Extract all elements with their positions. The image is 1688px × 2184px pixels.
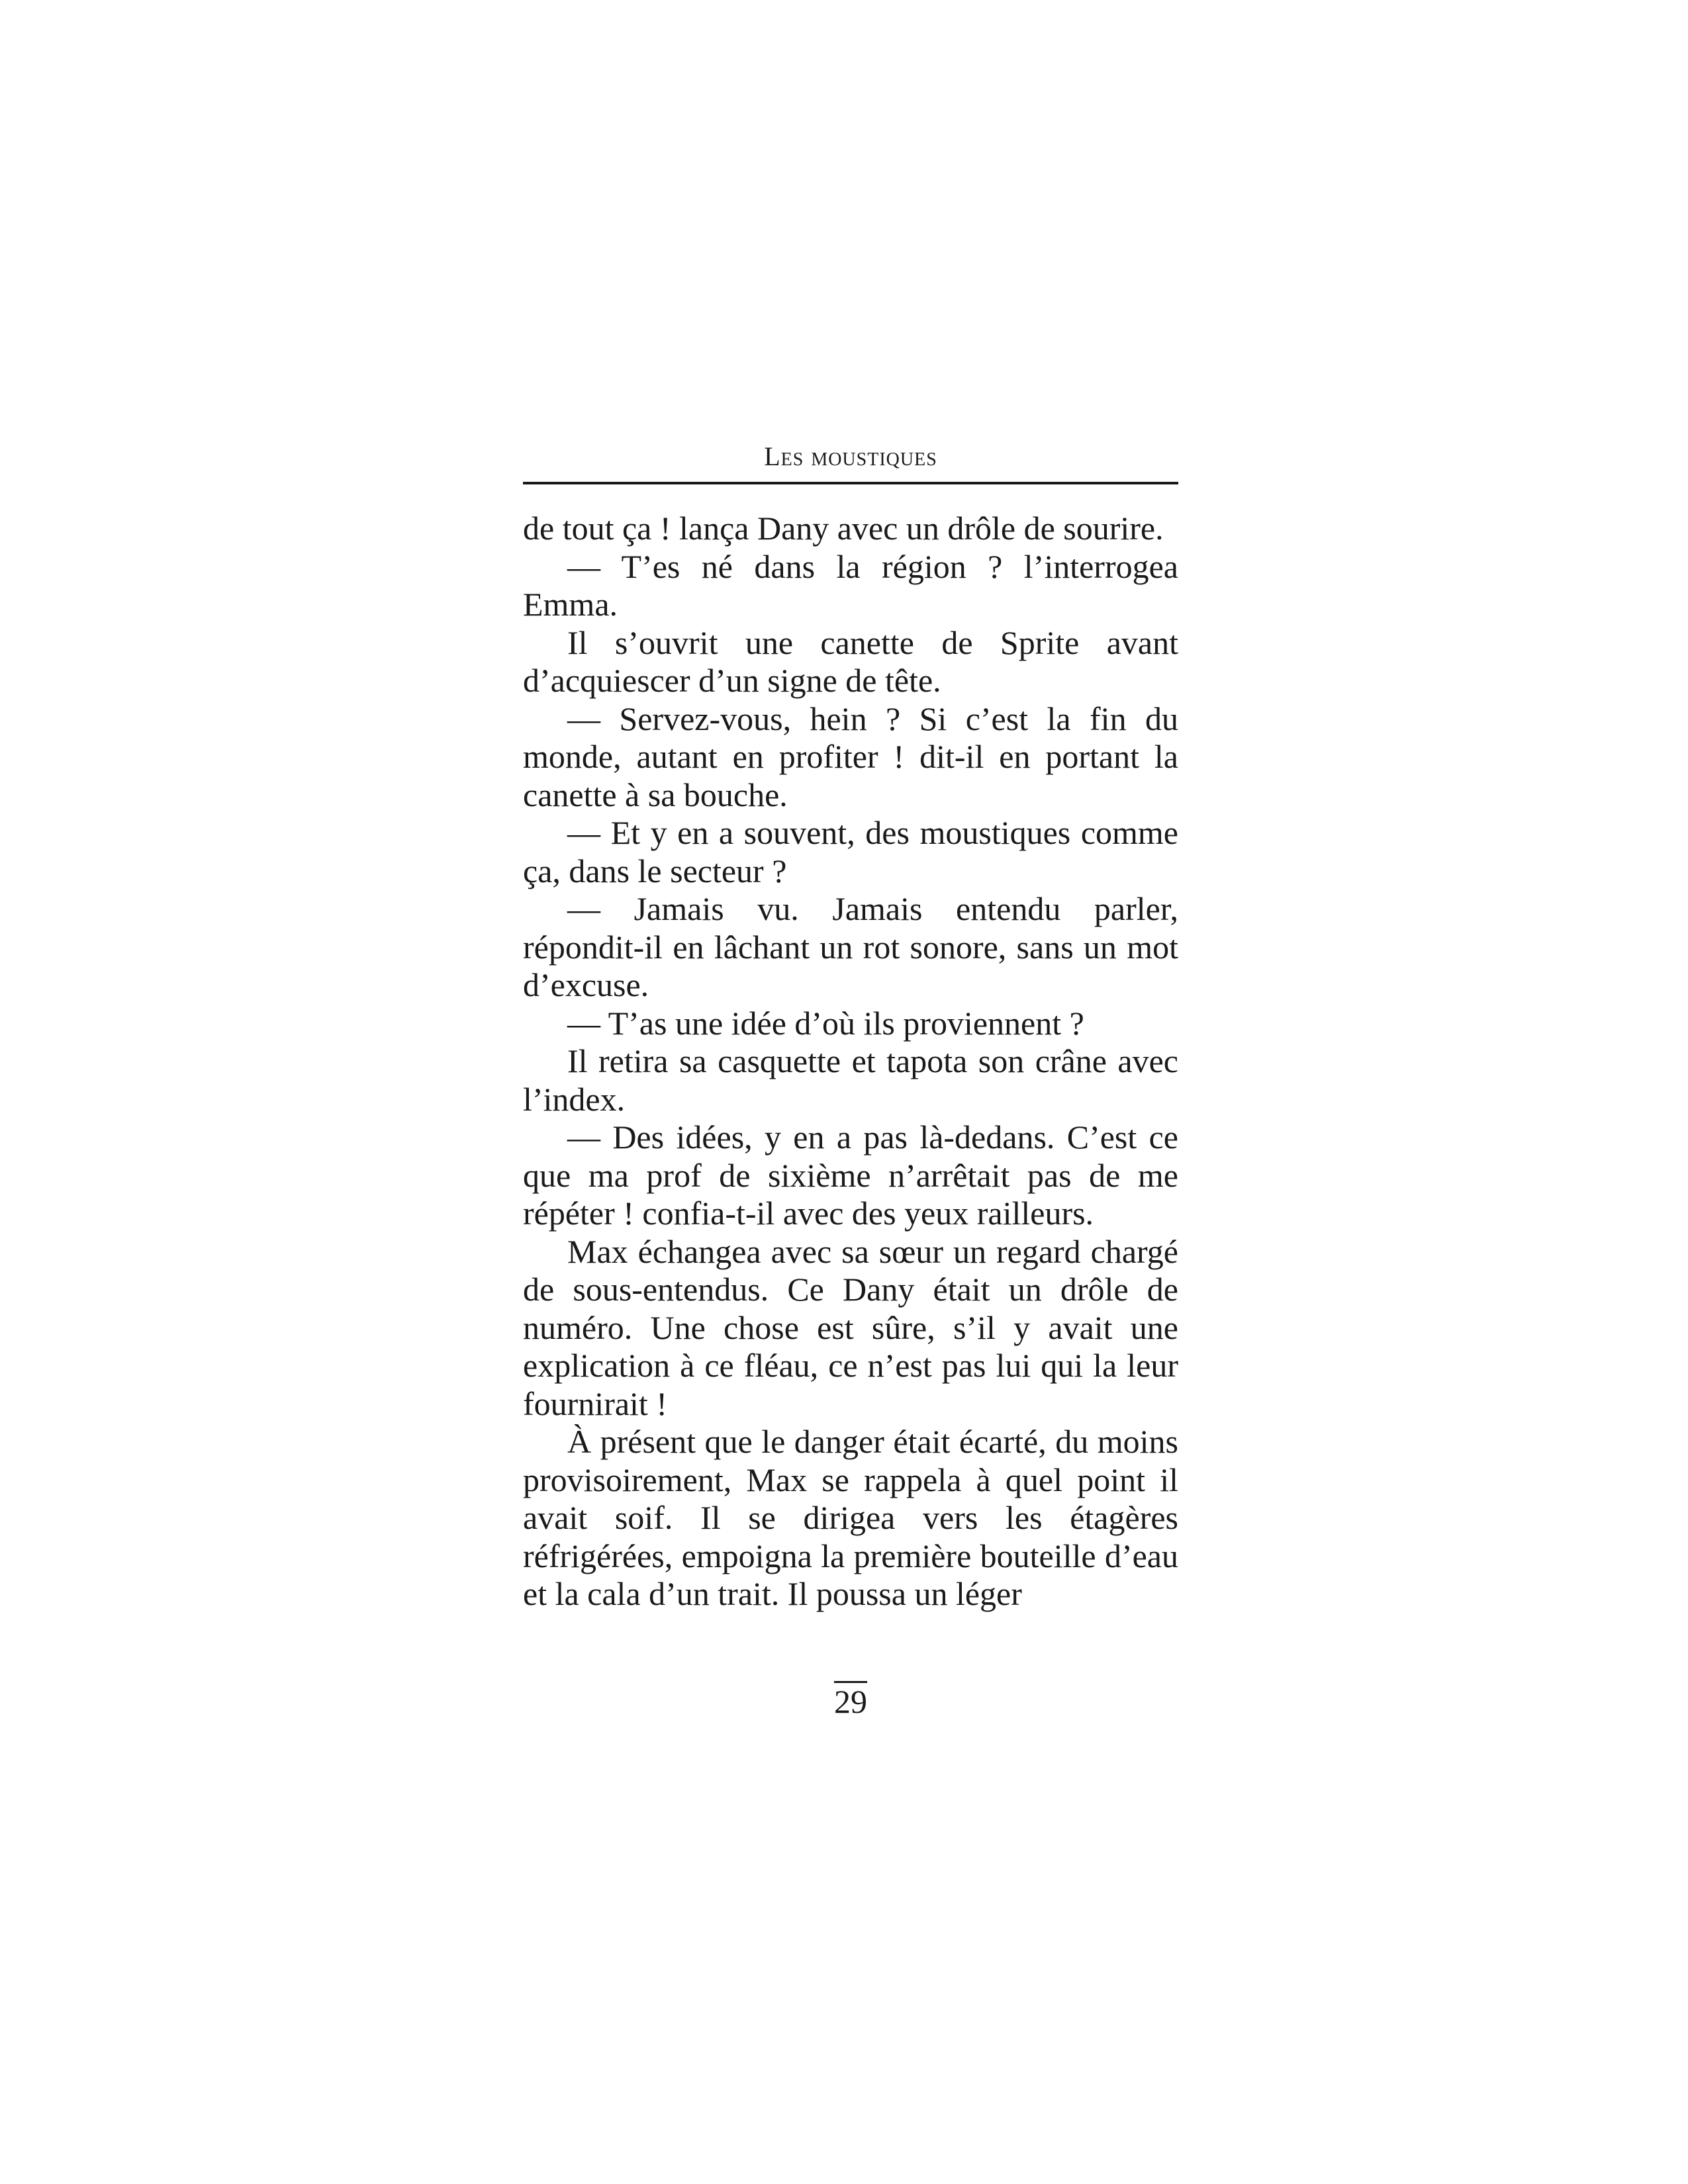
paragraph: — Et y en a souvent, des moustiques comme ça, dans le secteur ?: [523, 814, 1178, 889]
paragraph: — T’es né dans la région ? l’interrogea Emma.: [523, 547, 1178, 623]
page-number: [523, 1681, 1178, 1721]
running-title: Les moustiques: [764, 441, 937, 471]
paragraph: de tout ça ! lança Dany avec un drôle de sourire.: [523, 510, 1164, 547]
page-number-value: 29: [834, 1681, 867, 1720]
book-page: [523, 437, 1178, 1760]
header-rule: [523, 482, 1178, 484]
paragraph: Il retira sa casquette et tapota son crâne avec l’index.: [523, 1042, 1178, 1118]
paragraph: À présent que le danger était écarté, du moins provisoirement, Max se rappela à quel point il avait soif. Il se dirigea vers les étagères réfrigérées, empoigna la première bouteille d’eau et la cala d’un trait. Il poussa un léger: [523, 1423, 1178, 1612]
body-text: [523, 510, 1178, 1614]
running-header: [523, 437, 1178, 477]
paragraph: — Servez-vous, hein ? Si c’est la fin du monde, autant en profiter ! dit-il en portant la canette à sa bouche.: [523, 700, 1178, 813]
paragraph: Il s’ouvrit une canette de Sprite avant d’acquiescer d’un signe de tête.: [523, 623, 1178, 699]
paragraph: Max échangea avec sa sœur un regard chargé de sous-entendus. Ce Dany était un drôle de numéro. Une chose est sûre, s’il y avait une explication à ce fléau, ce n’est pas lui qui la leur fournirait !: [523, 1232, 1178, 1422]
paragraph: — Des idées, y en a pas là-dedans. C’est ce que ma prof de sixième n’arrêtait pas de me répéter ! confia-t-il avec des yeux railleurs.: [523, 1118, 1178, 1232]
paragraph: — Jamais vu. Jamais entendu parler, répondit-il en lâchant un rot sonore, sans un mot d’excuse.: [523, 890, 1178, 1003]
paragraph: — T’as une idée d’où ils proviennent ?: [567, 1004, 1084, 1042]
